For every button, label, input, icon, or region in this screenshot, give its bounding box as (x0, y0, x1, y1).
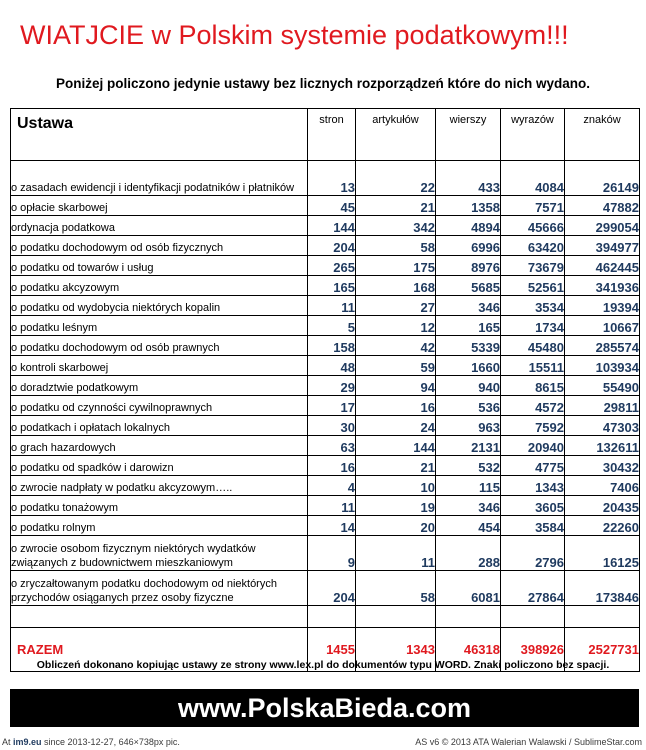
footer-left-rest: since 2013-12-27, 646×738px pic. (41, 737, 180, 747)
total-characters: 2527731 (565, 628, 640, 672)
cell-words: 1734 (501, 316, 565, 336)
cell-articles: 42 (356, 336, 436, 356)
cell-articles: 12 (356, 316, 436, 336)
table-header-row (11, 109, 640, 161)
cell-words: 7592 (501, 416, 565, 436)
cell-articles: 24 (356, 416, 436, 436)
footer-right (415, 737, 642, 747)
cell-words: 4572 (501, 396, 565, 416)
table-row (11, 396, 640, 416)
header-wyrazow: wyrazów (501, 109, 565, 161)
cell-lines: 963 (436, 416, 501, 436)
header-wierszy: wierszy (436, 109, 501, 161)
cell-words: 20940 (501, 436, 565, 456)
cell-characters: 55490 (565, 376, 640, 396)
cell-lines: 1660 (436, 356, 501, 376)
cell-lines: 4894 (436, 216, 501, 236)
spacer-row (11, 606, 640, 628)
cell-articles: 27 (356, 296, 436, 316)
cell-articles: 342 (356, 216, 436, 236)
page-subtitle: Poniżej policzono jedynie ustawy bez licznych rozporządzeń które do nich wydano. (55, 76, 591, 91)
table-row (11, 236, 640, 256)
total-pages: 1455 (308, 628, 356, 672)
cell-words: 8615 (501, 376, 565, 396)
cell-lines: 940 (436, 376, 501, 396)
table-row (11, 476, 640, 496)
cell-pages: 63 (308, 436, 356, 456)
table-row (11, 161, 640, 196)
cell-pages: 16 (308, 456, 356, 476)
cell-words: 3605 (501, 496, 565, 516)
law-name: o podatku od wydobycia niektórych kopalin (11, 296, 308, 316)
cell-articles: 10 (356, 476, 436, 496)
cell-words: 3534 (501, 296, 565, 316)
cell-words: 4084 (501, 161, 565, 196)
cell-lines: 6081 (436, 571, 501, 606)
cell-characters: 30432 (565, 456, 640, 476)
cell-characters: 341936 (565, 276, 640, 296)
law-name: o opłacie skarbowej (11, 196, 308, 216)
law-name: o podatku akcyzowym (11, 276, 308, 296)
law-name: o podatku tonażowym (11, 496, 308, 516)
cell-articles: 175 (356, 256, 436, 276)
cell-articles: 59 (356, 356, 436, 376)
law-name: o podatku leśnym (11, 316, 308, 336)
cell-lines: 454 (436, 516, 501, 536)
footer-left (2, 737, 180, 747)
cell-articles: 58 (356, 571, 436, 606)
cell-lines: 1358 (436, 196, 501, 216)
cell-articles: 20 (356, 516, 436, 536)
cell-characters: 462445 (565, 256, 640, 276)
footer-right-prefix: AS v6 © 2013 ATA Walerian Walawski / (415, 737, 574, 747)
page-title: WIATJCIE w Polskim systemie podatkowym!!! (20, 20, 569, 50)
cell-words: 45480 (501, 336, 565, 356)
footer-right-site[interactable]: SublimeStar.com (573, 737, 642, 747)
cell-lines: 536 (436, 396, 501, 416)
cell-lines: 165 (436, 316, 501, 336)
spacer-cell (565, 606, 640, 628)
table-row (11, 196, 640, 216)
header-znakow: znaków (565, 109, 640, 161)
cell-characters: 173846 (565, 571, 640, 606)
table-row (11, 516, 640, 536)
cell-articles: 16 (356, 396, 436, 416)
table-row (11, 571, 640, 606)
cell-words: 1343 (501, 476, 565, 496)
law-name: o zwrocie nadpłaty w podatku akcyzowym….. (11, 476, 308, 496)
cell-characters: 16125 (565, 536, 640, 571)
table-row (11, 356, 640, 376)
cell-pages: 204 (308, 571, 356, 606)
cell-words: 27864 (501, 571, 565, 606)
cell-articles: 94 (356, 376, 436, 396)
law-name: o podatku dochodowym od osób prawnych (11, 336, 308, 356)
total-lines: 46318 (436, 628, 501, 672)
table-row (11, 456, 640, 476)
law-name: o podatku rolnym (11, 516, 308, 536)
law-name: o zasadach ewidencji i identyfikacji podatników i płatników (11, 161, 308, 196)
cell-lines: 346 (436, 496, 501, 516)
table-row (11, 256, 640, 276)
spacer-cell (436, 606, 501, 628)
cell-lines: 6996 (436, 236, 501, 256)
total-articles: 1343 (356, 628, 436, 672)
table-row (11, 336, 640, 356)
cell-lines: 288 (436, 536, 501, 571)
law-name: o kontroli skarbowej (11, 356, 308, 376)
cell-characters: 47303 (565, 416, 640, 436)
cell-words: 3584 (501, 516, 565, 536)
cell-words: 45666 (501, 216, 565, 236)
law-name: o zwrocie osobom fizycznym niektórych wydatków związanych z budownictwem mieszkaniowym (11, 536, 308, 571)
cell-words: 4775 (501, 456, 565, 476)
table-row (11, 436, 640, 456)
cell-lines: 532 (436, 456, 501, 476)
cell-lines: 346 (436, 296, 501, 316)
cell-articles: 11 (356, 536, 436, 571)
cell-pages: 30 (308, 416, 356, 436)
spacer-cell (501, 606, 565, 628)
cell-characters: 394977 (565, 236, 640, 256)
cell-pages: 45 (308, 196, 356, 216)
cell-words: 52561 (501, 276, 565, 296)
cell-pages: 14 (308, 516, 356, 536)
cell-lines: 433 (436, 161, 501, 196)
cell-characters: 285574 (565, 336, 640, 356)
cell-characters: 10667 (565, 316, 640, 336)
law-name: o podatku od czynności cywilnoprawnych (11, 396, 308, 416)
cell-pages: 204 (308, 236, 356, 256)
footer-left-prefix: At (2, 737, 14, 747)
cell-characters: 20435 (565, 496, 640, 516)
cell-lines: 8976 (436, 256, 501, 276)
cell-characters: 132611 (565, 436, 640, 456)
law-name: o doradztwie podatkowym (11, 376, 308, 396)
total-words: 398926 (501, 628, 565, 672)
cell-characters: 103934 (565, 356, 640, 376)
cell-words: 63420 (501, 236, 565, 256)
total-label: RAZEM (11, 628, 308, 672)
cell-articles: 144 (356, 436, 436, 456)
methodology-note: Obliczeń dokonano kopiując ustawy ze strony www.lex.pl do dokumentów typu WORD. Znaki policzono bez spacji. (36, 659, 610, 671)
cell-characters: 19394 (565, 296, 640, 316)
cell-characters: 7406 (565, 476, 640, 496)
cell-articles: 22 (356, 161, 436, 196)
law-name: o podatku od towarów i usług (11, 256, 308, 276)
cell-words: 2796 (501, 536, 565, 571)
cell-pages: 11 (308, 496, 356, 516)
table-row (11, 376, 640, 396)
image-host-footer (0, 736, 646, 750)
table-row (11, 536, 640, 571)
cell-lines: 115 (436, 476, 501, 496)
cell-lines: 5685 (436, 276, 501, 296)
table-row (11, 316, 640, 336)
cell-pages: 5 (308, 316, 356, 336)
header-stron: stron (308, 109, 356, 161)
cell-pages: 48 (308, 356, 356, 376)
cell-pages: 144 (308, 216, 356, 236)
cell-characters: 22260 (565, 516, 640, 536)
footer-left-site[interactable]: im9.eu (13, 737, 42, 747)
table-row (11, 416, 640, 436)
header-ustawa: Ustawa (11, 109, 308, 161)
cell-articles: 58 (356, 236, 436, 256)
cell-articles: 168 (356, 276, 436, 296)
cell-characters: 26149 (565, 161, 640, 196)
law-name: o podatkach i opłatach lokalnych (11, 416, 308, 436)
site-banner[interactable]: www.PolskaBieda.com (10, 689, 639, 727)
header-artykulow: artykułów (356, 109, 436, 161)
cell-words: 15511 (501, 356, 565, 376)
cell-words: 7571 (501, 196, 565, 216)
law-name: o podatku od spadków i darowizn (11, 456, 308, 476)
tax-laws-table (10, 108, 640, 672)
spacer-cell (356, 606, 436, 628)
table-row (11, 296, 640, 316)
cell-characters: 29811 (565, 396, 640, 416)
table-row (11, 496, 640, 516)
cell-pages: 158 (308, 336, 356, 356)
table-body (11, 161, 640, 672)
law-name: o zryczałtowanym podatku dochodowym od niektórych przychodów osiąganych przez osoby fizyczne (11, 571, 308, 606)
cell-pages: 4 (308, 476, 356, 496)
table-row (11, 216, 640, 236)
cell-lines: 2131 (436, 436, 501, 456)
cell-lines: 5339 (436, 336, 501, 356)
cell-pages: 165 (308, 276, 356, 296)
spacer-cell (11, 606, 308, 628)
cell-characters: 299054 (565, 216, 640, 236)
cell-articles: 21 (356, 196, 436, 216)
spacer-cell (308, 606, 356, 628)
law-name: o podatku dochodowym od osób fizycznych (11, 236, 308, 256)
cell-words: 73679 (501, 256, 565, 276)
cell-articles: 19 (356, 496, 436, 516)
law-name: o grach hazardowych (11, 436, 308, 456)
cell-pages: 9 (308, 536, 356, 571)
cell-characters: 47882 (565, 196, 640, 216)
law-name: ordynacja podatkowa (11, 216, 308, 236)
cell-pages: 29 (308, 376, 356, 396)
cell-pages: 13 (308, 161, 356, 196)
cell-articles: 21 (356, 456, 436, 476)
cell-pages: 265 (308, 256, 356, 276)
cell-pages: 17 (308, 396, 356, 416)
table-row (11, 276, 640, 296)
cell-pages: 11 (308, 296, 356, 316)
